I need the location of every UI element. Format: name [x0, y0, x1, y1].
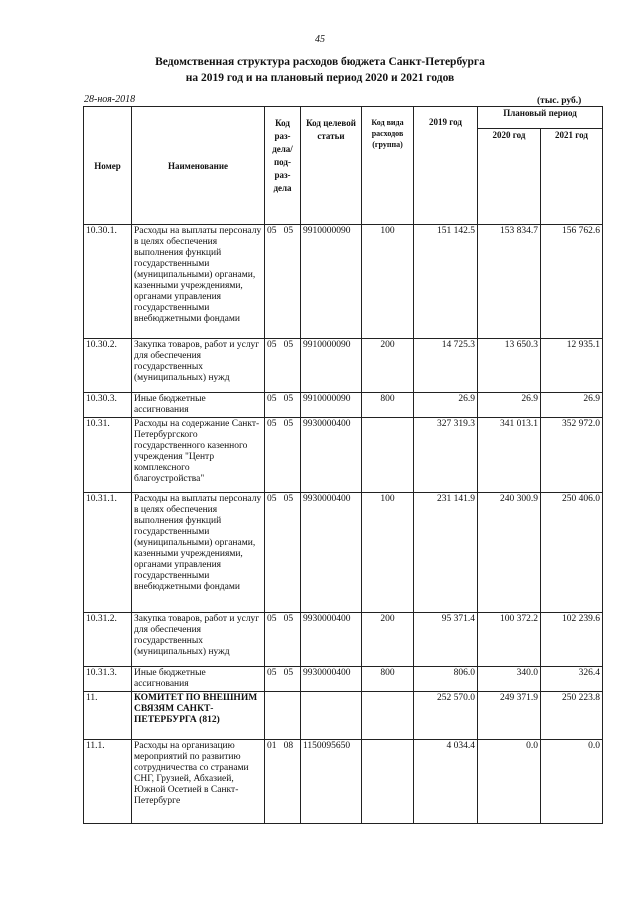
row-value-2019: 95 371.4	[414, 613, 478, 667]
row-expense-code: 200	[362, 339, 414, 393]
row-number: 10.31.2.	[84, 613, 132, 667]
row-name: Расходы на организацию мероприятий по развитию сотрудничества со странами СНГ, Грузией, Абхазией, Южной Осетией в Санкт-Петербурге	[132, 740, 265, 824]
header-2020: 2020 год	[478, 129, 541, 225]
header-2021: 2021 год	[541, 129, 603, 225]
row-section-code	[265, 493, 301, 613]
section-code: 05	[267, 226, 277, 236]
table-row	[84, 613, 603, 667]
row-expense-code: 800	[362, 393, 414, 418]
row-name: Иные бюджетные ассигнования	[132, 393, 265, 418]
row-section-code	[265, 225, 301, 339]
header-planned: Плановый период	[478, 107, 603, 129]
subsection-code: 05	[283, 419, 294, 429]
row-target-code	[301, 692, 362, 740]
row-number: 10.30.1.	[84, 225, 132, 339]
document-date: 28-ноя-2018	[84, 94, 136, 105]
row-value-2020: 26.9	[478, 393, 541, 418]
units-label: (тыс. руб.)	[537, 96, 582, 106]
row-section-code	[265, 692, 301, 740]
row-number: 10.31.	[84, 418, 132, 493]
row-value-2019: 327 319.3	[414, 418, 478, 493]
row-expense-code: 100	[362, 225, 414, 339]
row-target-code: 9910000090	[301, 393, 362, 418]
section-code: 05	[267, 614, 277, 624]
row-section-code	[265, 613, 301, 667]
row-name: Расходы на выплаты персоналу в целях обеспечения выполнения функций государственными (муниципальными) органами, казенными учреждениями, органами управления государственными внебюджетными фондами	[132, 493, 265, 613]
row-section-code	[265, 418, 301, 493]
subsection-code: 05	[283, 226, 294, 236]
row-section-code	[265, 667, 301, 692]
section-code: 05	[267, 494, 277, 504]
header-2019: 2019 год	[414, 107, 478, 225]
subsection-code: 05	[283, 494, 294, 504]
table-row	[84, 667, 603, 692]
row-target-code: 9930000400	[301, 418, 362, 493]
table-body	[84, 225, 603, 824]
subsection-code: 05	[283, 614, 294, 624]
row-expense-code: 100	[362, 493, 414, 613]
row-number: 10.31.3.	[84, 667, 132, 692]
table-row	[84, 393, 603, 418]
page-number: 45	[315, 34, 325, 45]
header-name: Наименование	[132, 107, 265, 225]
subsection-code: 05	[283, 668, 294, 678]
row-value-2019: 14 725.3	[414, 339, 478, 393]
table-row	[84, 493, 603, 613]
row-value-2019: 4 034.4	[414, 740, 478, 824]
row-expense-code	[362, 692, 414, 740]
row-section-code	[265, 740, 301, 824]
title-line-2: на 2019 год и на плановый период 2020 и 2021 годов	[185, 72, 455, 84]
row-value-2021: 250 223.8	[541, 692, 603, 740]
row-expense-code	[362, 740, 414, 824]
row-target-code: 9930000400	[301, 613, 362, 667]
row-value-2021: 0.0	[541, 740, 603, 824]
row-number: 11.	[84, 692, 132, 740]
table-row	[84, 225, 603, 339]
row-number: 11.1.	[84, 740, 132, 824]
row-value-2021: 326.4	[541, 667, 603, 692]
row-name: КОМИТЕТ ПО ВНЕШНИМ СВЯЗЯМ САНКТ-ПЕТЕРБУРГА (812)	[132, 692, 265, 740]
row-value-2020: 341 013.1	[478, 418, 541, 493]
title-line-1: Ведомственная структура расходов бюджета Санкт-Петербурга	[155, 56, 485, 68]
row-target-code: 9910000090	[301, 225, 362, 339]
row-section-code	[265, 339, 301, 393]
row-value-2020: 153 834.7	[478, 225, 541, 339]
row-value-2019: 26.9	[414, 393, 478, 418]
row-expense-code: 800	[362, 667, 414, 692]
row-expense-code	[362, 418, 414, 493]
row-value-2021: 102 239.6	[541, 613, 603, 667]
row-value-2020: 13 650.3	[478, 339, 541, 393]
row-value-2021: 250 406.0	[541, 493, 603, 613]
section-code: 05	[267, 668, 277, 678]
table-row	[84, 339, 603, 393]
subsection-code: 08	[283, 741, 294, 751]
row-expense-code: 200	[362, 613, 414, 667]
row-name: Расходы на выплаты персоналу в целях обеспечения выполнения функций государственными (муниципальными) органами, казенными учреждениями, органами управления государственными внебюджетными фондами	[132, 225, 265, 339]
row-value-2021: 156 762.6	[541, 225, 603, 339]
subsection-code: 05	[283, 340, 294, 350]
row-target-code: 1150095650	[301, 740, 362, 824]
row-name: Расходы на содержание Санкт-Петербургского государственного казенного учреждения "Центр комплексного благоустройства"	[132, 418, 265, 493]
row-target-code: 9930000400	[301, 667, 362, 692]
table-row	[84, 418, 603, 493]
row-name: Закупка товаров, работ и услуг для обеспечения государственных (муниципальных) нужд	[132, 613, 265, 667]
row-name: Иные бюджетные ассигнования	[132, 667, 265, 692]
section-code: 05	[267, 340, 277, 350]
row-value-2021: 26.9	[541, 393, 603, 418]
row-value-2020: 249 371.9	[478, 692, 541, 740]
header-target: Код целевой статьи	[301, 107, 362, 225]
budget-table	[83, 106, 603, 824]
row-section-code	[265, 393, 301, 418]
row-value-2020: 340.0	[478, 667, 541, 692]
row-value-2021: 352 972.0	[541, 418, 603, 493]
row-value-2019: 231 141.9	[414, 493, 478, 613]
row-target-code: 9930000400	[301, 493, 362, 613]
table-row	[84, 692, 603, 740]
section-code: 01	[267, 741, 277, 751]
row-number: 10.30.2.	[84, 339, 132, 393]
row-target-code: 9910000090	[301, 339, 362, 393]
row-value-2020: 240 300.9	[478, 493, 541, 613]
row-value-2020: 0.0	[478, 740, 541, 824]
row-value-2019: 151 142.5	[414, 225, 478, 339]
row-number: 10.30.3.	[84, 393, 132, 418]
header-section: Код раз-дела/ под-раз-дела	[265, 107, 301, 225]
row-value-2020: 100 372.2	[478, 613, 541, 667]
row-value-2019: 252 570.0	[414, 692, 478, 740]
row-name: Закупка товаров, работ и услуг для обеспечения государственных (муниципальных) нужд	[132, 339, 265, 393]
row-value-2021: 12 935.1	[541, 339, 603, 393]
section-code: 05	[267, 394, 277, 404]
header-expense: Код вида расходов (группа)	[362, 107, 414, 225]
section-code: 05	[267, 419, 277, 429]
header-number: Номер	[84, 107, 132, 225]
document-title	[0, 54, 640, 86]
row-value-2019: 806.0	[414, 667, 478, 692]
row-number: 10.31.1.	[84, 493, 132, 613]
table-row	[84, 740, 603, 824]
subsection-code: 05	[283, 394, 294, 404]
